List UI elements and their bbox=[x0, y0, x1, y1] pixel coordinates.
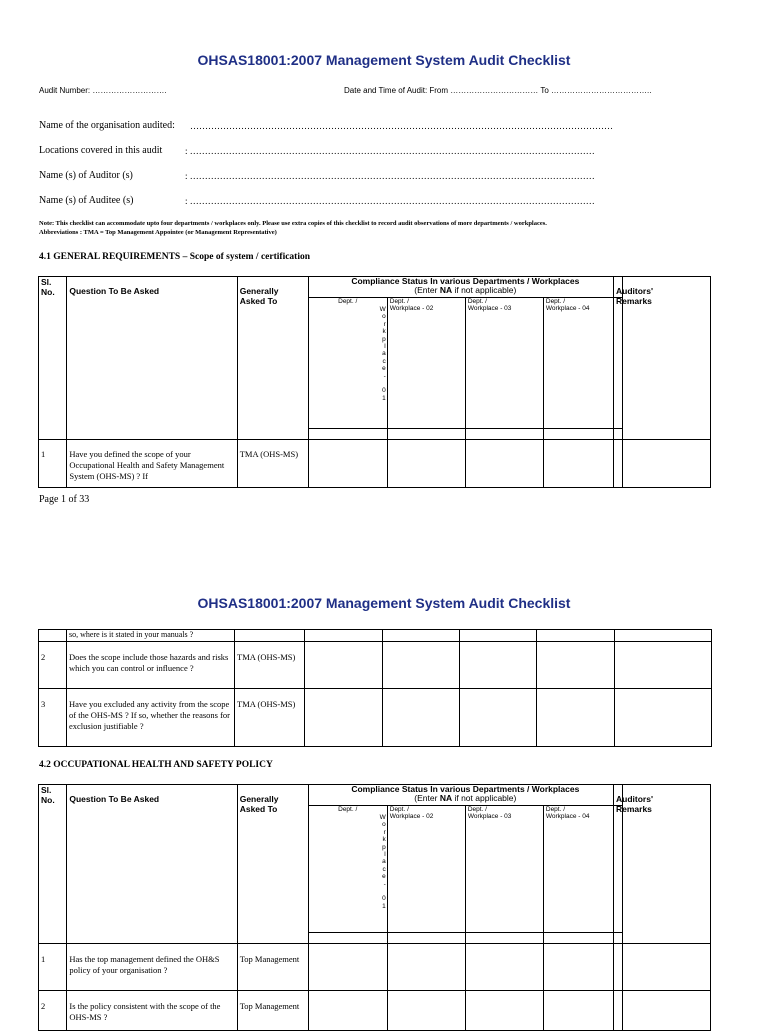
row-question-continued: so, where is it stated in your manuals ? bbox=[67, 630, 235, 642]
auditees-label: Name (s) of Auditee (s) bbox=[39, 195, 134, 206]
row-number: 2 bbox=[39, 991, 67, 1031]
table-row bbox=[39, 944, 623, 991]
cell-dept-03[interactable] bbox=[465, 944, 543, 991]
cell-dept-01[interactable] bbox=[308, 440, 387, 488]
cell-dept-04[interactable] bbox=[543, 944, 622, 991]
header-dept-02: Dept. / Workplace - 02 bbox=[387, 298, 465, 429]
document-title: OHSAS18001:2007 Management System Audit Checklist bbox=[197, 52, 571, 68]
note-line-2: Abbreviations : TMA = Top Management Appointee (or Management Representative) bbox=[39, 229, 277, 236]
table-row bbox=[39, 630, 712, 642]
row-number: 1 bbox=[39, 944, 67, 991]
header-sl-no: Sl. No. bbox=[39, 277, 67, 440]
row-number: 2 bbox=[39, 642, 67, 689]
dept-01-vertical-label: W o r k p l a c e - 0 1 bbox=[379, 814, 386, 910]
cell-dept-01[interactable] bbox=[305, 642, 383, 689]
cell-dept-04[interactable] bbox=[543, 440, 622, 488]
cell-remarks[interactable] bbox=[615, 689, 712, 747]
row-asked-to: Top Management bbox=[237, 991, 308, 1031]
header-dept-03: Dept. / Workplace - 03 bbox=[465, 298, 543, 429]
cell-dept-01[interactable] bbox=[308, 944, 387, 991]
row-question: Is the policy consistent with the scope of the OHS-MS ? bbox=[67, 991, 237, 1031]
audit-table-4-2 bbox=[38, 784, 623, 1031]
cell-dept-01[interactable] bbox=[308, 991, 387, 1031]
cell-dept-01[interactable] bbox=[305, 689, 383, 747]
page-number: Page 1 of 33 bbox=[39, 494, 90, 505]
header-dept-03: Dept. / Workplace - 03 bbox=[465, 806, 543, 933]
section-4-1-title: 4.1 GENERAL REQUIREMENTS – Scope of system / certification bbox=[39, 252, 311, 262]
row-asked-to: TMA (OHS-MS) bbox=[235, 689, 305, 747]
locations-label: Locations covered in this audit bbox=[39, 145, 163, 156]
audit-number-label: Audit Number: ………………………. bbox=[39, 86, 167, 95]
header-dept-02: Dept. / Workplace - 02 bbox=[387, 806, 465, 933]
header-generally-asked-to: Generally Asked To bbox=[237, 277, 308, 440]
note-line-1: Note: This checklist can accommodate upto four departments / workplaces only. Please use extra copies of this checklist to record audit observations of more departments / workplaces. bbox=[39, 220, 547, 227]
auditees-field[interactable]: : ……………………………………………………………………………………………………………………… bbox=[185, 196, 595, 206]
cell-dept-04[interactable] bbox=[537, 689, 615, 747]
remarks-column-4-1 bbox=[613, 276, 711, 488]
row-question: Have you defined the scope of your Occupational Health and Safety Management System (OHS-MS) ? If bbox=[67, 440, 237, 488]
table-row bbox=[39, 440, 623, 488]
remarks-column-4-2 bbox=[613, 784, 711, 1031]
audit-table-4-1 bbox=[38, 276, 623, 488]
header-dept-01: Dept. / W o r k p l a c e - 0 1 bbox=[308, 298, 387, 429]
cell-dept-04[interactable] bbox=[543, 991, 622, 1031]
header-compliance-status: Compliance Status In various Departments / Workplaces (Enter NA if not applicable) bbox=[308, 277, 622, 298]
auditors-label: Name (s) of Auditor (s) bbox=[39, 170, 133, 181]
cell-dept-02[interactable] bbox=[383, 689, 460, 747]
organisation-label: Name of the organisation audited: bbox=[39, 120, 175, 131]
row-question: Does the scope include those hazards and risks which you can control or influence ? bbox=[67, 642, 235, 689]
row-question: Has the top management defined the OH&S policy of your organisation ? bbox=[67, 944, 237, 991]
section-4-2-title: 4.2 OCCUPATIONAL HEALTH AND SAFETY POLICY bbox=[39, 760, 273, 770]
cell-dept-02[interactable] bbox=[387, 944, 465, 991]
audit-date-time-label: Date and Time of Audit: From …………………………… To ……………………………….. bbox=[344, 86, 652, 95]
cell-dept-03[interactable] bbox=[460, 642, 537, 689]
cell-remarks[interactable] bbox=[614, 944, 711, 991]
cell-dept-03[interactable] bbox=[465, 440, 543, 488]
cell-remarks[interactable] bbox=[614, 991, 711, 1031]
audit-table-continued bbox=[38, 629, 712, 747]
table-row bbox=[39, 991, 623, 1031]
cell-dept-02[interactable] bbox=[387, 991, 465, 1031]
cell-dept-02[interactable] bbox=[387, 440, 465, 488]
document-title-page-2: OHSAS18001:2007 Management System Audit Checklist bbox=[197, 595, 571, 611]
row-number: 3 bbox=[39, 689, 67, 747]
auditors-field[interactable]: : ……………………………………………………………………………………………………………………… bbox=[185, 171, 595, 181]
header-auditors-remarks: Auditors' Remarks bbox=[614, 277, 711, 440]
header-dept-04: Dept. / Workplace - 04 bbox=[543, 298, 622, 429]
row-number: 1 bbox=[39, 440, 67, 488]
cell-remarks[interactable] bbox=[615, 642, 712, 689]
cell-remarks[interactable] bbox=[614, 440, 711, 488]
header-question: Question To Be Asked bbox=[67, 785, 237, 944]
cell-dept-03[interactable] bbox=[465, 991, 543, 1031]
cell-dept-02[interactable] bbox=[383, 642, 460, 689]
header-dept-01: Dept. / W o r k p l a c e - 0 1 bbox=[308, 806, 387, 933]
header-question: Question To Be Asked bbox=[67, 277, 237, 440]
locations-field[interactable]: : ……………………………………………………………………………………………………………………… bbox=[185, 146, 595, 156]
row-asked-to: TMA (OHS-MS) bbox=[235, 642, 305, 689]
cell-dept-03[interactable] bbox=[460, 689, 537, 747]
header-compliance-status: Compliance Status In various Departments / Workplaces (Enter NA if not applicable) bbox=[308, 785, 622, 806]
header-generally-asked-to: Generally Asked To bbox=[237, 785, 308, 944]
cell-dept-04[interactable] bbox=[537, 642, 615, 689]
header-auditors-remarks: Auditors' Remarks bbox=[614, 785, 711, 944]
row-asked-to: Top Management bbox=[237, 944, 308, 991]
table-row bbox=[39, 642, 712, 689]
header-sl-no: Sl. No. bbox=[39, 785, 67, 944]
row-question: Have you excluded any activity from the scope of the OHS-MS ? If so, whether the reasons for exclusion justifiable ? bbox=[67, 689, 235, 747]
dept-01-vertical-label: W o r k p l a c e - 0 1 bbox=[379, 306, 386, 402]
header-dept-04: Dept. / Workplace - 04 bbox=[543, 806, 622, 933]
row-asked-to: TMA (OHS-MS) bbox=[237, 440, 308, 488]
table-row bbox=[39, 689, 712, 747]
organisation-field[interactable]: …………………………………………………………………………………………………………………………… bbox=[190, 121, 613, 131]
